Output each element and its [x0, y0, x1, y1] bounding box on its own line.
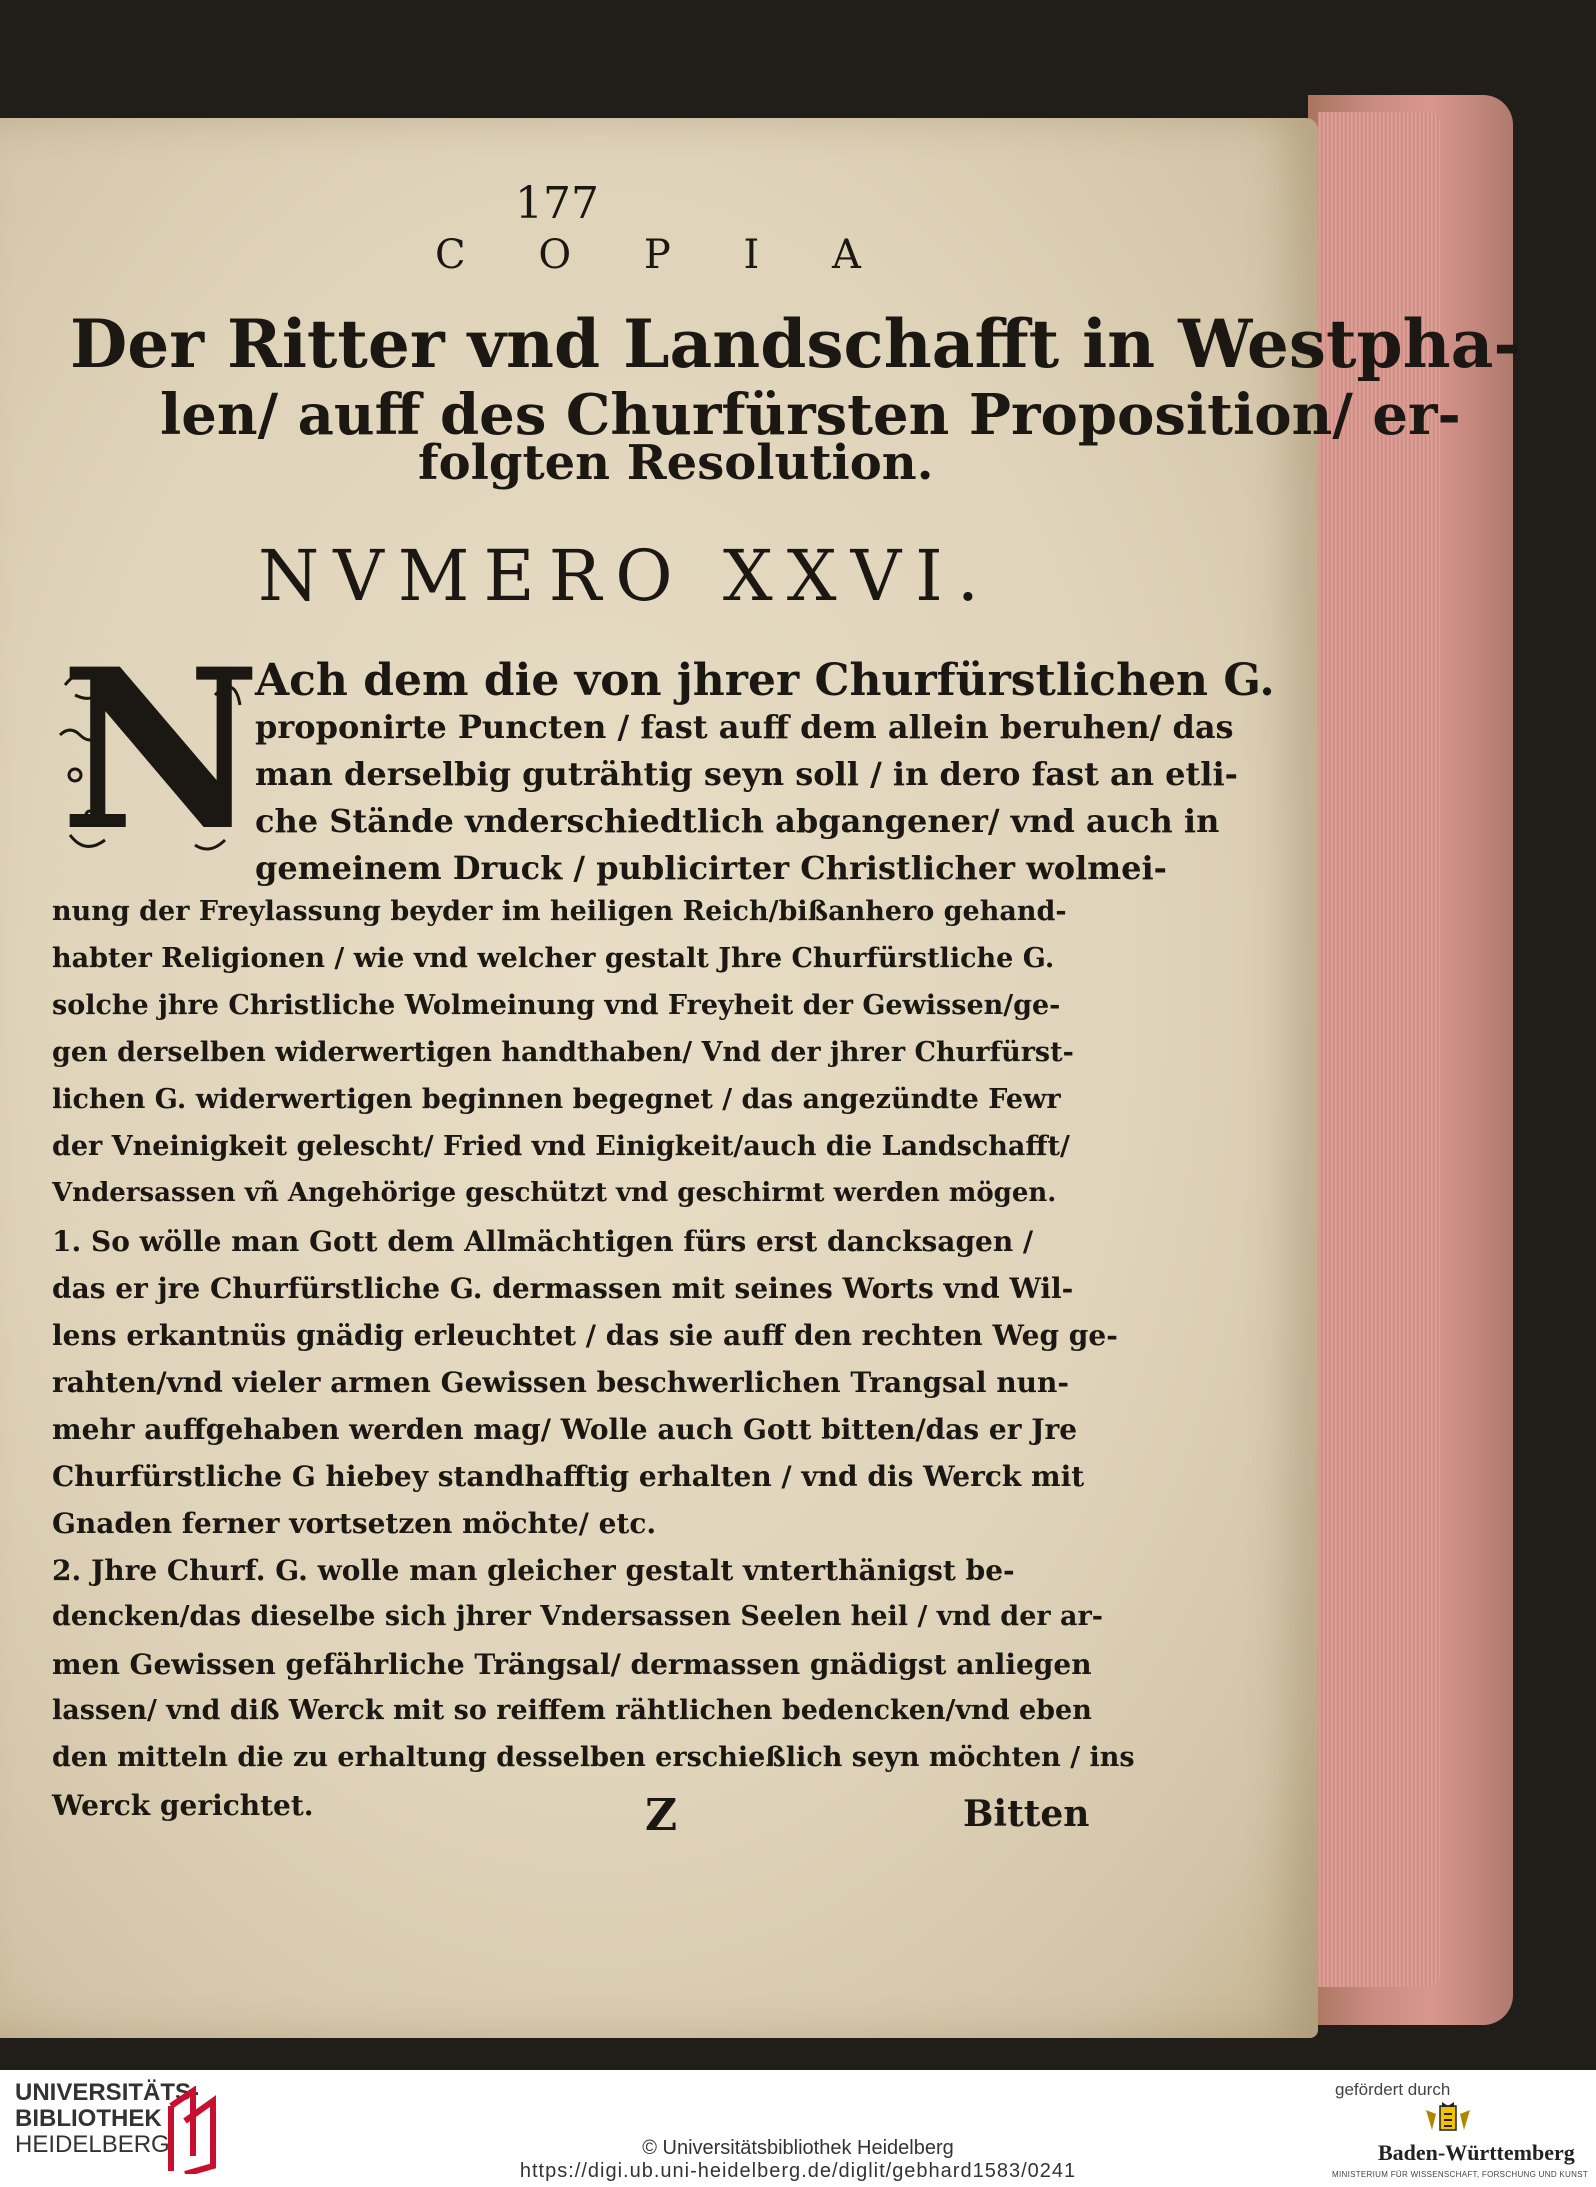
- page-number: 177: [515, 178, 599, 229]
- body-line: lens erkantnüs gnädig erleuchtet / das sie auff den rechten Weg ge-: [52, 1319, 1118, 1352]
- funded-by-label: gefördert durch: [1335, 2080, 1451, 2099]
- body-line: der Vneinigkeit gelescht/ Fried vnd Einigkeit/auch die Landschafft/: [52, 1131, 1070, 1162]
- body-line: gen derselben widerwertigen handthaben/ Vnd der jhrer Churfürst-: [52, 1037, 1074, 1068]
- library-name-line: HEIDELBERG: [15, 2131, 170, 2158]
- numero-heading: NVMERO XXVI.: [258, 535, 994, 617]
- body-line: den mitteln die zu erhaltung desselben erschießlich seyn möchten / ins: [52, 1742, 1135, 1773]
- body-line: Werck gerichtet.: [52, 1789, 314, 1822]
- body-line: che Stände vnderschiedtlich abgangener/ vnd auch in: [255, 802, 1220, 840]
- funder-subtitle: MINISTERIUM FÜR WISSENSCHAFT, FORSCHUNG UND KUNST: [1332, 2170, 1589, 2179]
- permalink-url[interactable]: https://digi.ub.uni-heidelberg.de/diglit/gebhard1583/0241: [519, 2160, 1077, 2182]
- title-line: folgten Resolution.: [418, 435, 934, 491]
- initial-letter: N: [60, 620, 262, 879]
- body-line: lassen/ vnd diß Werck mit so reiffem rähtlichen bedencken/vnd eben: [52, 1695, 1092, 1726]
- body-line: Ach dem die von jhrer Churfürstlichen G.: [255, 655, 1275, 706]
- body-line: lichen G. widerwertigen beginnen begegnet / das angezündte Fewr: [52, 1084, 1061, 1115]
- body-line: mehr auffgehaben werden mag/ Wolle auch Gott bitten/das er Jre: [52, 1413, 1078, 1446]
- title-line: len/ auff des Churfürsten Proposition/ er-: [160, 382, 1461, 448]
- body-line: gemeinem Druck / publicirter Christlicher wolmei-: [255, 849, 1167, 887]
- body-line: 1. So wölle man Gott dem Allmächtigen fürs erst dancksagen /: [52, 1225, 1034, 1258]
- body-line: dencken/das dieselbe sich jhrer Vndersassen Seelen heil / vnd der ar-: [52, 1601, 1103, 1632]
- title-line: Der Ritter vnd Landschafft in Westpha-: [70, 305, 1521, 383]
- signature-mark: Z: [645, 1790, 678, 1841]
- body-line: 2. Jhre Churf. G. wolle man gleicher gestalt vnterthänigst be-: [52, 1554, 1015, 1587]
- heading-copia: C O P I A: [435, 232, 891, 278]
- body-line: proponirte Puncten / fast auff dem allein beruhen/ das: [255, 708, 1234, 746]
- body-line: Gnaden ferner vortsetzen möchte/ etc.: [52, 1507, 657, 1540]
- body-line: solche jhre Christliche Wolmeinung vnd Freyheit der Gewissen/ge-: [52, 990, 1061, 1021]
- body-line: Vndersassen vñ Angehörige geschützt vnd geschirmt werden mögen.: [52, 1178, 1057, 1208]
- body-line: habter Religionen / wie vnd welcher gestalt Jhre Churfürstliche G.: [52, 943, 1055, 974]
- library-name-line: BIBLIOTHEK: [15, 2105, 162, 2132]
- body-line: man derselbig guträhtig seyn soll / in dero fast an etli-: [255, 755, 1238, 793]
- baden-wuerttemberg-crest-icon: [1422, 2100, 1474, 2138]
- body-line: men Gewissen gefährliche Trängsal/ dermassen gnädigst anliegen: [52, 1648, 1092, 1681]
- funder-name[interactable]: Baden-Württemberg: [1378, 2140, 1575, 2165]
- copyright-notice: © Universitätsbibliothek Heidelberg: [642, 2137, 954, 2159]
- body-line: Churfürstliche G hiebey standhafftig erhalten / vnd dis Werck mit: [52, 1460, 1085, 1493]
- body-line: das er jre Churfürstliche G. dermassen mit seines Worts vnd Wil-: [52, 1272, 1074, 1305]
- catchword: Bitten: [963, 1793, 1090, 1835]
- library-name-line: UNIVERSITÄTS-: [15, 2079, 200, 2106]
- body-line: nung der Freylassung beyder im heiligen Reich/bißanhero gehand-: [52, 896, 1067, 927]
- body-line: rahten/vnd vieler armen Gewissen beschwerlichen Trangsal nun-: [52, 1366, 1070, 1399]
